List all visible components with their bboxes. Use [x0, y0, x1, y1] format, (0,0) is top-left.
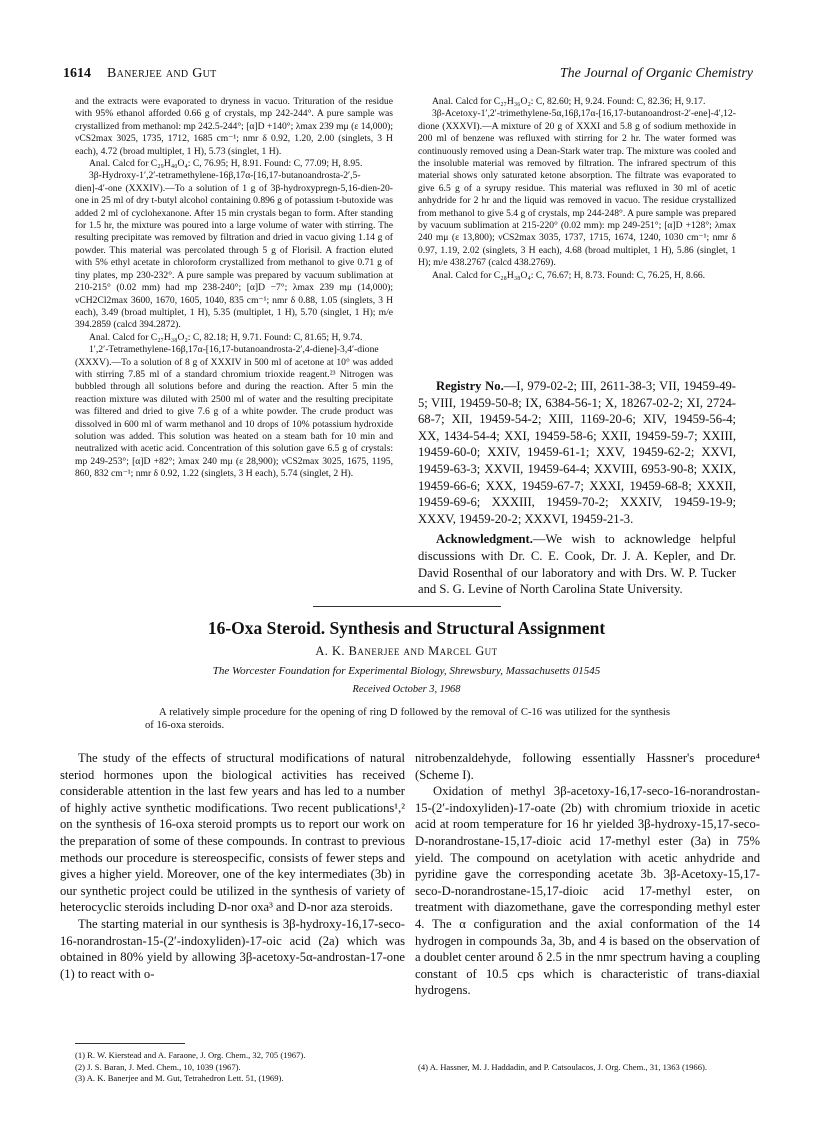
body-left-column: [60, 750, 405, 982]
footnotes-right: [418, 1062, 738, 1074]
footnote: (3) A. K. Banerjee and M. Gut, Tetrahedron Lett. 51, (1969).: [75, 1073, 284, 1084]
registry-text: —I, 979-02-2; III, 2611-38-3; VII, 19459-49-5; VIII, 19459-50-8; IX, 6384-56-1; X, 18267-02-2; XI, 2724-68-7; XII, 19459-54-2; XIII, 1169-20-6; XIV, 19459-56-4; XX, 1434-54-4; XXI, 19459-58-6; XXII, 19459-59-7; XXIII, 19459-60-0; XXIV, 19459-61-1; XXV, 19459-62-2; XXVI, 19459-63-3; XXVII, 19459-64-4; XXVIII, 6953-90-8; XXIX, 19459-66-6; XXX, 19459-67-7; XXXI, 19459-68-8; XXXII, 19459-69-6; XXXIII, 19459-70-2; XXXIV, 19459-19-9; XXXV, 19459-20-2; XXXVI, 19459-21-3.: [418, 379, 736, 526]
analysis-paragraph: Anal. Calcd for C₂₇H₃₆O₂: C, 82.60; H, 9.24. Found: C, 82.36; H, 9.17.: [432, 96, 706, 107]
footnote: (2) J. S. Baran, J. Med. Chem., 10, 1039 (1967).: [75, 1061, 241, 1072]
acknowledgment-text: —We wish to acknowledge helpful discussions with Dr. C. E. Cook, Dr. J. A. Kepler, and Dr. David Rosenthal of our laboratory and with Drs. W. P. Tucker and S. G. Levine of North Carolina State University.: [418, 532, 736, 597]
experimental-paragraph: 3β-Acetoxy-1′,2′-trimethylene-5α,16β,17α-[16,17-butanoandrost-2′-ene]-4′,12-dione (XXXVI).—A mixture of 20 g of XXXI and 5.8 g of sodium methoxide in 200 ml of benzene was refluxed with stirring for 2 hr. The water formed was continuously removed using a Dean-Stark water trap. The mixture was cooled and the insoluble material was removed by filtration. The infrared spectrum of this material shows only saturated ketone absorption. The filtrate was evaporated to give 6.5 g of a syrupy residue. This material was refluxed in 30 ml of acetic anhydride for 2 hr and the liquid was removed in vacuo. The residue crystallized from methanol to give 5.4 g of crystals, mp 244-248°. A pure sample was prepared by vacuum sublimation at 215-220° (0.02 mm): mp 249-251°; [α]D +128°; λmax 240 mμ (ε 13,800); νCS2max 3035, 1737, 1715, 1674, 1240, 1030 cm⁻¹; nmr δ 0.97, 1.19, 2.02 (singlets, 3 H each), 4.68 (broad multiplet, 1 H), 5.86 (singlet, 1 H); m/e 438.2767 (calcd 438.2769).: [418, 108, 736, 269]
acknowledgment: [418, 531, 736, 597]
registry-label: Registry No.: [436, 379, 504, 393]
registry-numbers: [418, 378, 736, 527]
body-paragraph: The starting material in our synthesis is 3β-hydroxy-16,17-seco-16-norandrostan-15-(2′-indoxyliden)-17-oic acid (2a) which was obtained in 80% yield by allowing 3β-acetoxy-5α-androstan-17-one (1) to react with o-: [60, 916, 405, 981]
running-header: [63, 66, 753, 86]
body-right-column: [415, 750, 760, 999]
experimental-paragraph: 1′,2′-Tetramethylene-16β,17α-[16,17-butanoandrosta-2′,4-diene]-3,4′-dione (XXXV).—To a solution of 8 g of XXXIV in 500 ml of acetone at 10° was added with stirring 7.85 ml of a standard chromium trioxide reagent.²³ Nitrogen was bubbled through all solutions before and during the reaction. After 5 min the reaction mixture was diluted with 2500 ml of water and the resulting precipitate was filtered and dried to give 7.6 g of a white powder. The crude product was dissolved in 600 ml of warm methanol and 10 drops of 10% potassium hydroxide solution was added. This solution was heated on a steam bath for 10 min and neutralized with acetic acid. Concentration of this solution gave 6.5 g of crystals: mp 249-253°; [α]D +82°; λmax 240 mμ (ε 28,900); νCS2max 3025, 1675, 1195, 860, 832 cm⁻¹; nmr δ 0.92, 1.22 (singlets, 3 H each), 5.74 (singlet, 2 H).: [75, 344, 393, 480]
analysis-paragraph: Anal. Calcd for C₂₉H₄₀O₄: C, 76.95; H, 8.91. Found: C, 77.09; H, 8.95.: [89, 158, 363, 170]
footnote: (1) R. W. Kierstead and A. Faraone, J. Org. Chem., 32, 705 (1967).: [75, 1050, 306, 1060]
running-authors: Banerjee and Gut: [107, 66, 217, 81]
article-institution: The Worcester Foundation for Experimental Biology, Shrewsbury, Massachusetts 01545: [212, 665, 601, 677]
section-divider: [313, 606, 501, 607]
footnotes-left: [75, 1050, 395, 1085]
footnote-rule: [75, 1043, 185, 1044]
analysis-paragraph: Anal. Calcd for C₂₈H₃₈O₄: C, 76.67; H, 8.73. Found: C, 76.25, H, 8.66.: [432, 269, 706, 281]
page-number: 1614: [63, 66, 91, 81]
body-paragraph: Oxidation of methyl 3β-acetoxy-16,17-seco-16-norandrostan-15-(2′-indoxyliden)-17-oate (2b) with chromium trioxide in acetic acid at room temperature for 16 hr yielded 3β-hydroxy-15,17-seco-D-norandrostane-15,17-dioic acid 17-methyl ester (3a) in 75% yield. The compound on acetylation with acetic anhydride and pyridine gave the corresponding acetate 3b. 3β-Acetoxy-15,17-seco-D-norandrostane-15,17-dioic acid 17-methyl ester, on treatment with diazomethane, gave the corresponding methyl ester 4. The α configuration and the axial conformation of the 14 hydrogen in compounds 3a, 3b, and 4 is based on the observation of a doublet center around δ 2.5 in the nmr spectrum having a coupling constant of 10.5 cps which is characteristic of trans-diaxial hydrogens.: [415, 784, 760, 998]
experimental-left-column: [75, 96, 393, 481]
acknowledgment-label: Acknowledgment.: [436, 532, 533, 547]
abstract: A relatively simple procedure for the opening of ring D followed by the removal of C-16 was utilized for the synthesis of 16-oxa steroids.: [145, 707, 670, 731]
experimental-paragraph: 3β-Hydroxy-1′,2′-tetramethylene-16β,17α-[16,17-butanoandrosta-2′,5-dien]-4′-one (XXXIV).—To a solution of 1 g of 3β-hydroxypregn-5,16-dien-20-one in 25 ml of dry t-butyl alcohol containing 0.896 g of potassium t-butoxide was added 2 ml of cyclohexanone. After 15 min crystals began to form. After standing for 1.5 hr, the mixture was poured into a large volume of water with stirring. The resulting precipitate was removed by filtration and dried in vacuo giving 1.14 g of powder. This material was percolated through 5 g of Florisil. A fraction eluted with 5% ethyl acetate in chloroform crystallized from methanol to give 0.71 g of tiny plates, mp 230-232°. A pure sample was prepared by vacuum sublimation at 210-215° (0.02 mm) had mp 238-240°; [α]D −7°; λmax 239 mμ (14,000); νCH2Cl2max 3600, 1670, 1605, 1040, 835 cm⁻¹; nmr δ 0.88, 1.05 (singlets, 3 H each), 3.49 (broad multiplet, 1 H), 5.35 (multiplet, 1 H), 5.70 (singlet, 1 H); m/e 394.2859 (calcd 394.2872).: [75, 170, 393, 331]
body-paragraph: The study of the effects of structural modifications of natural steriod hormones upon the biological activities has received considerable attention in the last few years and has led to a number of highly active synthetic modifications. Two recent publications¹,² on the synthesis of 16-oxa steroid prompts us to report our work on the preparation of some of these compounds. In contrast to previous methods our procedure is stereospecific, consists of fewer steps and gives a higher yield. Moreover, one of the key intermediates (3b) in our synthetic project could be utilized in the synthesis of variety of heterocyclic steroids including D-nor oxa³ and D-nor aza steroids.: [60, 751, 405, 915]
journal-name: The Journal of Organic Chemistry: [559, 66, 753, 81]
analysis-paragraph: Anal. Calcd for C₂₇H₃₈O₂: C, 82.18; H, 9.71. Found: C, 81.65; H, 9.74.: [89, 331, 363, 343]
article-title: 16-Oxa Steroid. Synthesis and Structural Assignment: [207, 618, 606, 638]
received-date: Received October 3, 1968: [352, 684, 461, 695]
experimental-paragraph: and the extracts were evaporated to dryness in vacuo. Trituration of the residue with 95% ethanol afforded 0.66 g of crystals, mp 242-244°. A pure sample was crystallized from methanol: mp 242.5-244°; [α]D +140°; λmax 239 mμ (ε 14,000); νCS2max 3025, 1735, 1712, 1685 cm⁻¹; nmr δ 0.92, 1.20, 2.00 (singlets, 3 H each), 4.72 (broad multiplet, 1 H), 5.73 (singlet, 1 H).: [75, 96, 393, 157]
experimental-right-column: [418, 96, 736, 282]
body-paragraph: nitrobenzaldehyde, following essentially Hassner's procedure⁴ (Scheme I).: [415, 751, 760, 782]
article-authors: A. K. Banerjee and Marcel Gut: [315, 644, 498, 658]
registry-and-acknowledgment: [418, 378, 736, 598]
footnote: (4) A. Hassner, M. J. Haddadin, and P. Catsoulacos, J. Org. Chem., 31, 1363 (1966).: [418, 1062, 708, 1072]
